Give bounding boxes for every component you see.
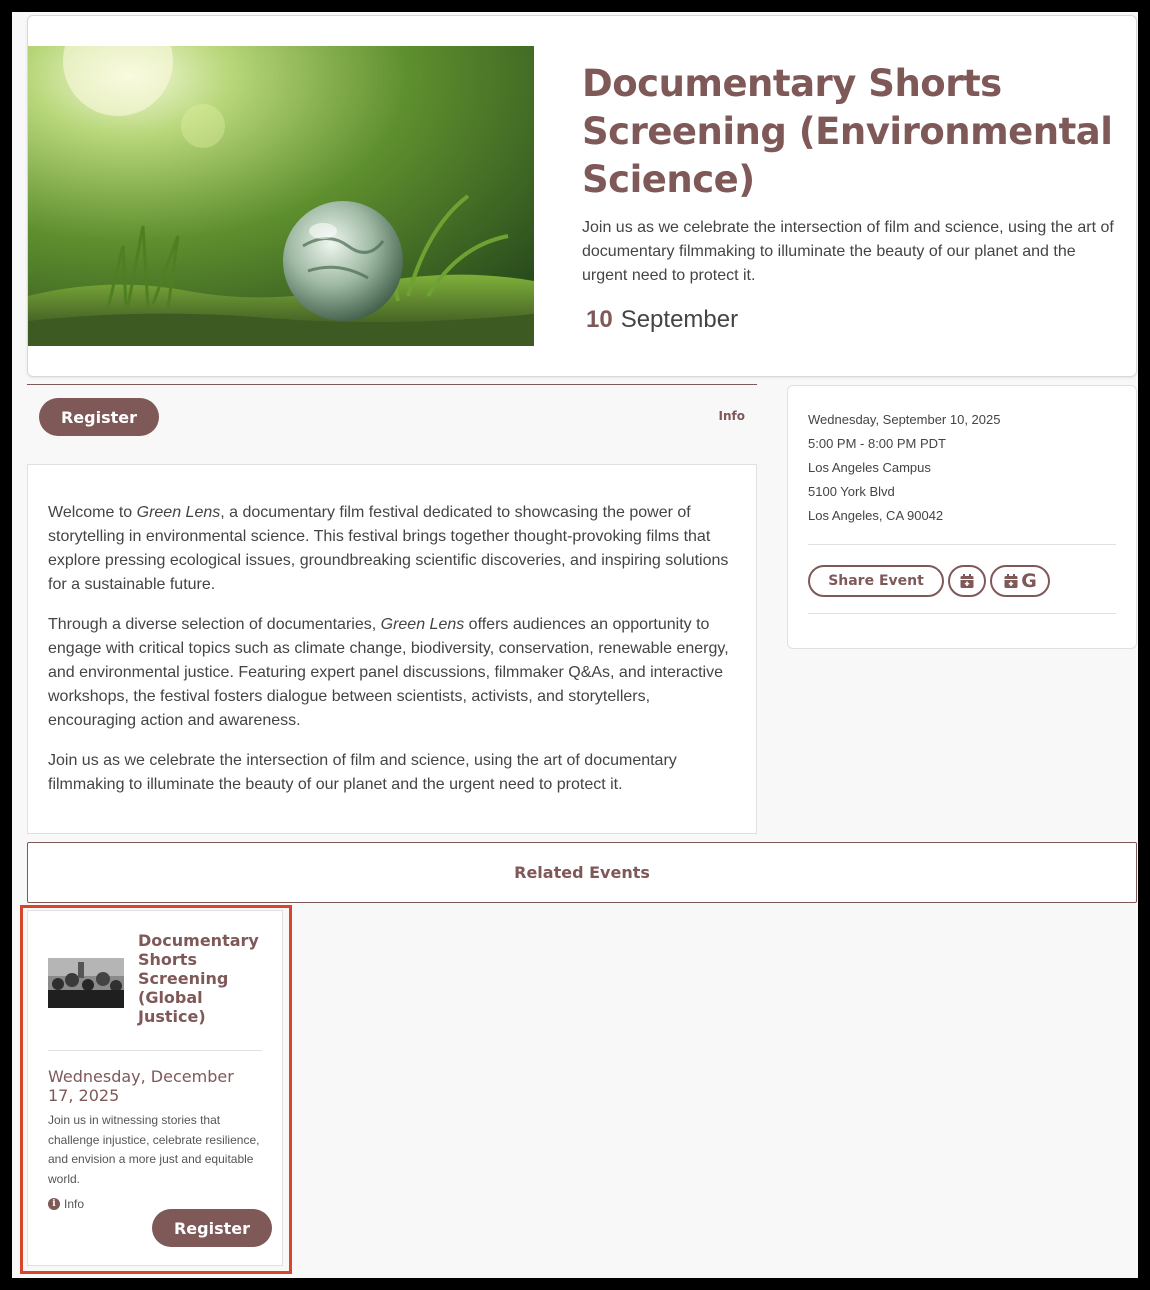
related-event-description: Join us in witnessing stories that challenge injustice, celebrate resilience, and envision a more just and equitable world. [48,1113,260,1186]
event-details-card [787,385,1137,649]
description-text: Through a diverse selection of documentaries, [48,616,381,633]
hero-image [28,46,534,346]
google-icon: G [1021,570,1037,592]
add-to-google-calendar-button[interactable] [990,565,1050,597]
description-paragraph [48,613,736,733]
share-event-button[interactable]: Share Event [808,565,944,597]
details-city: Los Angeles, CA 90042 [808,508,944,523]
crowd-photo-image [48,958,124,1008]
hero-text [582,60,1122,334]
info-link[interactable]: Info [718,409,745,423]
event-summary: Join us as we celebrate the intersection of film and science, using the art of documentary filmmaking to illuminate the beauty of our planet and the urgent need to protect it. [582,219,1114,284]
info-icon: i [48,1198,60,1210]
related-event-thumbnail[interactable] [48,958,124,1008]
details-location: Los Angeles Campus [808,460,931,475]
add-to-calendar-button[interactable] [948,565,986,597]
event-hero-card [27,15,1137,377]
related-event-card[interactable] [27,910,283,1266]
related-event-title[interactable]: Documentary Shorts Screening (Global Justice) [138,931,259,1026]
event-page [12,12,1138,1278]
register-bar [27,384,757,444]
description-paragraph [48,501,736,597]
divider [808,544,1116,545]
details-time: 5:00 PM - 8:00 PM PDT [808,436,946,451]
event-title: Documentary Shorts Screening (Environmental Science) [582,62,1113,201]
register-button[interactable]: Register [39,398,159,436]
divider [808,613,1116,614]
details-date: Wednesday, September 10, 2025 [808,412,1001,427]
description-text: , a documentary film festival dedicated to showcasing the power of storytelling in environmental science. This festival brings together thought-provoking films that explore pressing ecological issues, groundbreaking scientific discoveries, and inspiring solutions for a sustainable future. [48,504,729,593]
related-event-register-button[interactable]: Register [152,1209,272,1247]
details-street: 5100 York Blvd [808,484,895,499]
event-date [582,306,1122,334]
related-event-date: Wednesday, December 17, 2025 [48,1067,234,1105]
related-event-top [48,931,262,1026]
related-events-header: Related Events [27,842,1137,903]
event-date-day: 10 [586,306,613,333]
event-description [27,464,757,834]
calendar-add-icon [959,573,975,589]
event-actions [808,565,1116,597]
divider [48,1050,262,1051]
globe-in-forest-image [28,46,534,346]
festival-name: Green Lens [380,616,465,633]
description-paragraph: Join us as we celebrate the intersection of film and science, using the art of documentary filmmaking to illuminate the beauty of our planet and the urgent need to protect it. [48,752,677,793]
description-text: Welcome to [48,504,137,521]
description-text: offers audiences an opportunity to engage with critical topics such as climate change, biodiversity, conservation, renewable energy, and environmental justice. Featuring expert panel discussions, filmmaker Q&As, and interactive workshops, the festival fosters dialogue between scientists, activists, and storytellers, encouraging action and awareness. [48,616,729,729]
calendar-add-icon [1003,573,1019,589]
event-date-month: September [620,306,739,333]
info-label: Info [64,1197,85,1211]
festival-name: Green Lens [136,504,221,521]
